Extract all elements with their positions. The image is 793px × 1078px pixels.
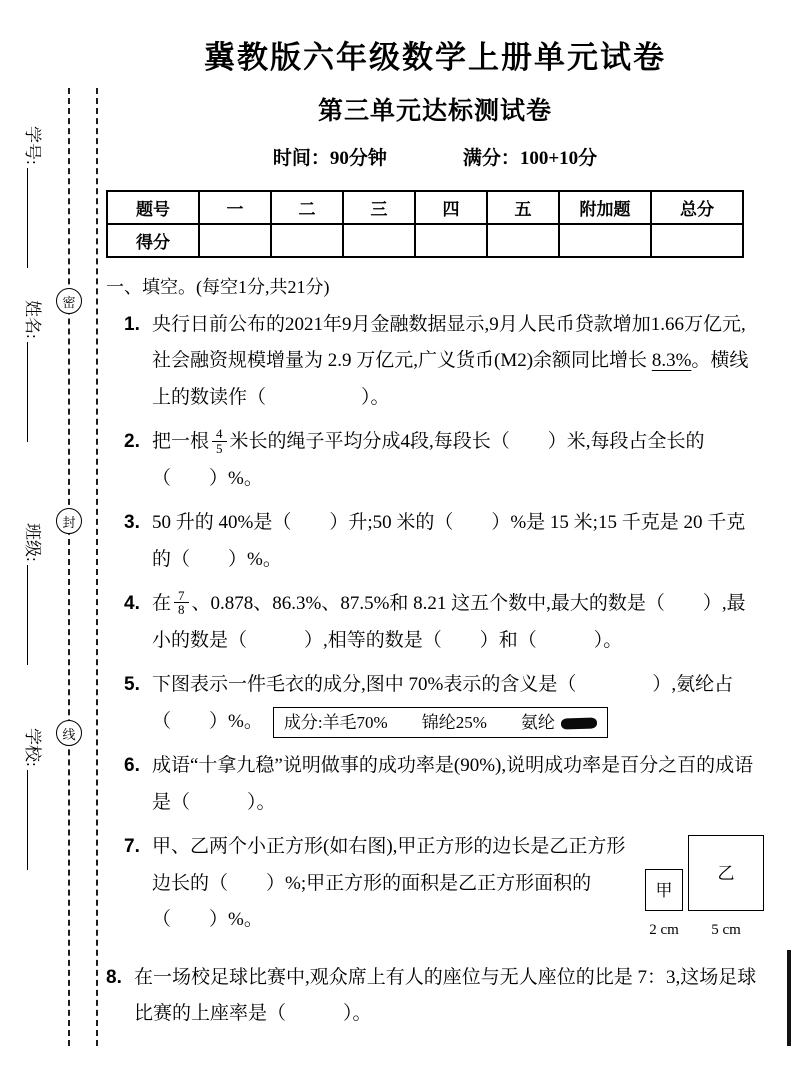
score-header-cell: 四 xyxy=(415,191,487,224)
sweater-composition-box xyxy=(273,707,608,738)
score-header-cell: 题号 xyxy=(107,191,199,224)
name-label: 姓名: xyxy=(23,300,42,339)
question-7-text: 甲、乙两个小正方形(如右图),甲正方形的边长是乙正方形边长的（ ）%;甲正方形的面积是乙正方形面积的（ ）%。 xyxy=(152,836,626,931)
score-table xyxy=(106,190,744,258)
name-field xyxy=(23,300,47,475)
question-1-underlined-value: 8.3% xyxy=(651,350,692,372)
score-header-cell: 五 xyxy=(487,191,559,224)
question-8-text: 在一场校足球比赛中,观众席上有人的座位与无人座位的比是 7：3,这场足球比赛的上座率是（ ）。 xyxy=(134,966,757,1025)
score-cell xyxy=(343,224,415,257)
student-id-blank-line xyxy=(27,168,41,268)
question-6-body xyxy=(152,748,764,821)
question-4-text-after: 、0.878、86.3%、87.5%和 8.21 这五个数中,最大的数是（ ）,最小的数是（ ）,相等的数是（ ）和（ ）。 xyxy=(152,593,746,651)
question-3-text: 50 升的 40%是（ ）升;50 米的（ ）%是 15 米;15 千克是 20 千克的（ ）%。 xyxy=(152,512,746,570)
fraction-numerator: 4 xyxy=(216,425,223,441)
question-4 xyxy=(124,586,764,659)
question-2-text-after: 米长的绳子平均分成4段,每段长（ ）米,每段占全长的（ ）%。 xyxy=(152,431,705,489)
score-cell xyxy=(651,224,743,257)
score-cell xyxy=(271,224,343,257)
score-header-cell: 一 xyxy=(199,191,271,224)
question-6 xyxy=(124,748,764,821)
question-5-text: 下图表示一件毛衣的成分,图中 70%表示的含义是（ ）,氨纶占（ ）%。 xyxy=(152,674,734,732)
question-3-body xyxy=(152,505,764,578)
question-5-body xyxy=(152,667,764,740)
question-1-text: 央行日前公布的2021年9月金融数据显示,9月人民币贷款增加1.66万亿元,社会融资规模增量为 2.9 万亿元,广义货币(M2)余额同比增长 xyxy=(152,314,746,372)
question-7-body xyxy=(152,829,764,951)
section-title: 一、填空。(每空1分,共21分) xyxy=(106,277,330,297)
scribble-mark xyxy=(561,718,597,730)
score-table-header-row xyxy=(107,191,743,224)
seal-char-mi: 密 xyxy=(56,288,82,314)
score-header-cell: 附加题 xyxy=(559,191,651,224)
page-edge-mark xyxy=(787,950,791,1046)
question-3 xyxy=(124,505,764,578)
square-jia: 甲 xyxy=(645,869,683,911)
question-1-text-after: 。横线上的数读作（ ）。 xyxy=(152,350,749,408)
question-list xyxy=(106,307,764,1033)
question-4-body xyxy=(152,586,764,659)
square-jia-dimension: 2 cm xyxy=(649,922,679,939)
question-2-number: 2. xyxy=(124,431,140,453)
school-field xyxy=(23,728,47,903)
exam-paper xyxy=(106,32,764,1033)
fraction-seven-eighths xyxy=(174,589,189,617)
fraction-four-fifths xyxy=(212,427,227,455)
question-6-number: 6. xyxy=(124,755,140,777)
score-cell xyxy=(199,224,271,257)
question-5 xyxy=(124,667,764,740)
seal-dashed-line-right xyxy=(96,88,98,1046)
seal-char-xian: 线 xyxy=(56,720,82,746)
score-header-cell: 总分 xyxy=(651,191,743,224)
fraction-denominator: 8 xyxy=(174,602,189,617)
school-blank-line xyxy=(27,770,41,870)
question-2-body xyxy=(152,424,764,497)
page-subtitle: 第三单元达标测试卷 xyxy=(317,98,552,125)
square-jia-column xyxy=(645,869,683,947)
question-8 xyxy=(106,960,764,1033)
score-header-cell: 二 xyxy=(271,191,343,224)
question-1-body xyxy=(152,307,764,416)
question-2 xyxy=(124,424,764,497)
school-label: 学校: xyxy=(23,728,42,767)
score-cell xyxy=(559,224,651,257)
score-cell xyxy=(487,224,559,257)
squares-diagram xyxy=(645,835,764,947)
question-8-number: 8. xyxy=(106,966,122,988)
square-yi-dimension: 5 cm xyxy=(711,922,741,939)
question-8-body xyxy=(134,960,764,1033)
question-7-number: 7. xyxy=(124,836,140,858)
question-4-text: 在 xyxy=(152,593,172,615)
name-blank-line xyxy=(27,342,41,442)
question-1 xyxy=(124,307,764,416)
question-5-number: 5. xyxy=(124,674,140,696)
student-id-label: 学号: xyxy=(23,126,42,165)
score-table-score-row xyxy=(107,224,743,257)
exam-meta: 时间：90分钟 满分：100+10分 xyxy=(272,148,598,169)
question-3-number: 3. xyxy=(124,512,140,534)
score-header-cell: 三 xyxy=(343,191,415,224)
fraction-denominator: 5 xyxy=(212,441,227,456)
seal-char-feng: 封 xyxy=(56,508,82,534)
composition-text: 成分:羊毛70% 锦纶25% 氨纶 xyxy=(283,712,555,732)
question-2-text: 把一根 xyxy=(152,431,210,453)
score-row-label: 得分 xyxy=(107,224,199,257)
page-title: 冀教版六年级数学上册单元试卷 xyxy=(204,40,666,75)
seal-dashed-line-left xyxy=(68,88,70,1046)
student-id-field xyxy=(23,126,47,301)
fraction-numerator: 7 xyxy=(178,587,185,603)
question-6-text: 成语“十拿九稳”说明做事的成功率是(90%),说明成功率是百分之百的成语是（ ）。 xyxy=(152,755,754,813)
question-7 xyxy=(124,829,764,951)
class-field xyxy=(23,523,47,698)
square-yi: 乙 xyxy=(688,835,764,911)
question-4-number: 4. xyxy=(124,593,140,615)
square-yi-column xyxy=(688,835,764,947)
question-1-number: 1. xyxy=(124,314,140,335)
score-cell xyxy=(415,224,487,257)
class-label: 班级: xyxy=(23,523,42,562)
class-blank-line xyxy=(27,565,41,665)
